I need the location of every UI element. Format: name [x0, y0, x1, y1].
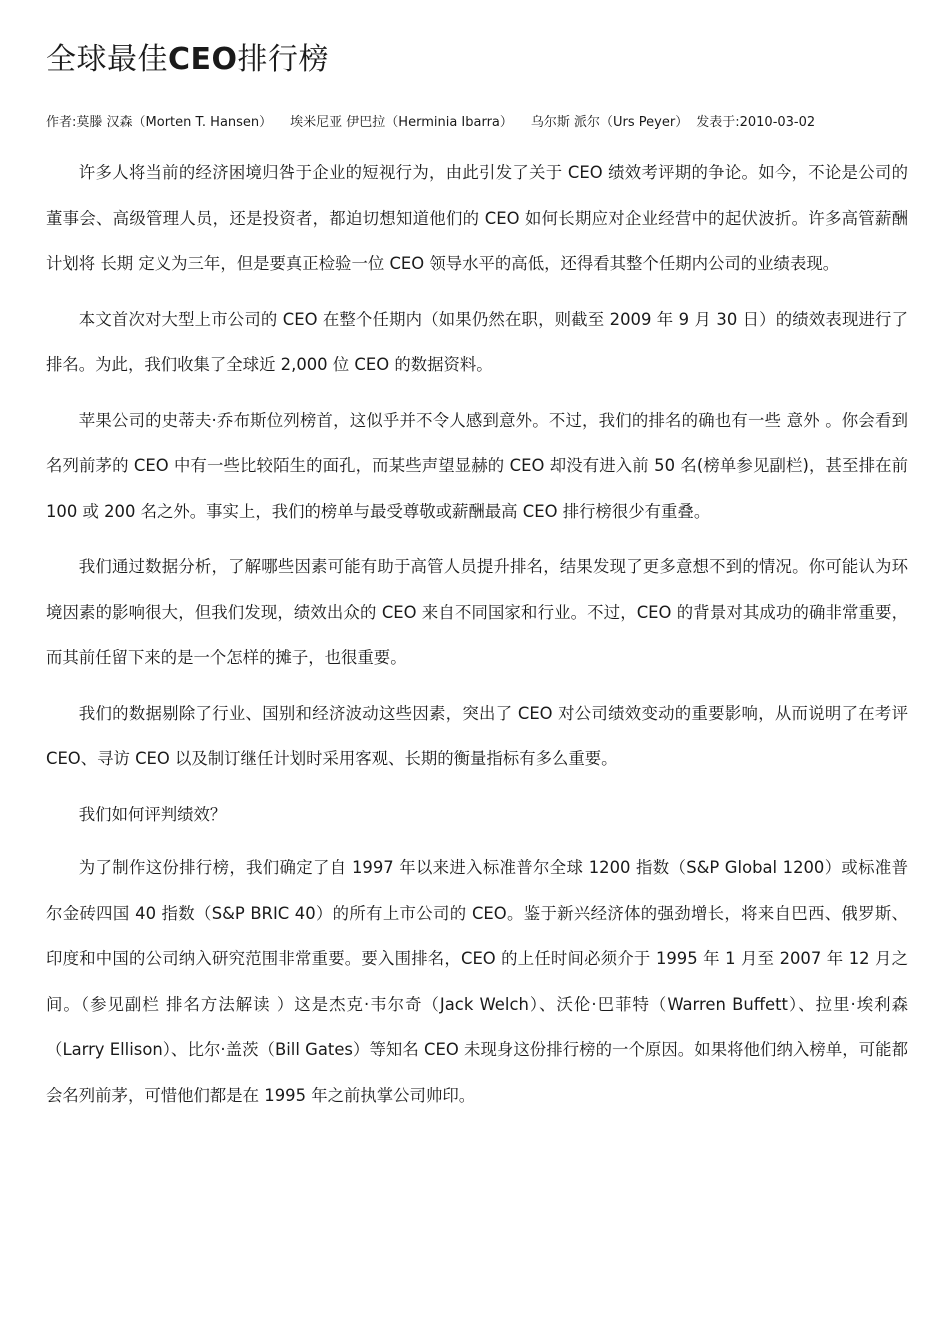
paragraph-5: 我们的数据剔除了行业、国别和经济波动这些因素，突出了 CEO 对公司绩效变动的重要影响，从而说明了在考评 CEO、寻访 CEO 以及制订继任计划时采用客观、长期的衡量指标有多么重要。: [46, 703, 908, 768]
author-1: 莫滕 汉森（Morten T. Hansen）: [76, 115, 273, 130]
date-label: 发表于:: [696, 115, 740, 130]
publish-date: 2010-03-02: [739, 115, 816, 130]
paragraph-2: 本文首次对大型上市公司的 CEO 在整个任期内（如果仍然在职，则截至 2009 年 9 月 30 日）的绩效表现进行了排名。为此，我们收集了全球近 2,000 位 CEO 的数据资料。: [46, 309, 908, 374]
paragraph-6: 为了制作这份排行榜，我们确定了自 1997 年以来进入标准普尔全球 1200 指数（S&P Global 1200）或标准普尔金砖四国 40 指数（S&P BRIC 40）的所有上市公司的 CEO。鉴于新兴经济体的强劲增长，将来自巴西、俄罗斯、印度和中国的公司纳入研究范围非常重要。要入围排名，CEO 的上任时间必须介于 1995 年 1 月至 2007 年 12 月之间。（参见副栏 排名方法解读 ）这是杰克·韦尔奇（Jack Welch）、沃伦·巴菲特（Warren Buffett）、拉里·埃利森（Larry Ellison）、比尔·盖茨（Bill Gates）等知名 CEO 未现身这份排行榜的一个原因。如果将他们纳入榜单，可能都会名列前茅，可惜他们都是在 1995 年之前执掌公司帅印。: [46, 858, 908, 1105]
title-prefix: 全球最佳: [46, 42, 168, 77]
title-suffix: 排行榜: [237, 42, 330, 77]
page-title: [46, 38, 908, 82]
section-heading: 我们如何评判绩效？: [78, 804, 227, 824]
paragraph-1: 许多人将当前的经济困境归咎于企业的短视行为，由此引发了关于 CEO 绩效考评期的争论。如今，不论是公司的董事会、高级管理人员，还是投资者，都迫切想知道他们的 CEO 如何长期应对企业经营中的起伏波折。许多高管薪酬计划将 长期 定义为三年，但是要真正检验一位 CEO 领导水平的高低，还得看其整个任期内公司的业绩表现。: [46, 163, 908, 273]
author-label: 作者:: [46, 115, 77, 130]
document-page: [46, 38, 908, 1128]
article-body: [46, 150, 908, 1118]
paragraph-3: 苹果公司的史蒂夫·乔布斯位列榜首，这似乎并不令人感到意外。不过，我们的排名的确也有一些 意外 。你会看到名列前茅的 CEO 中有一些比较陌生的面孔，而某些声望显赫的 CEO 却没有进入前 50 名(榜单参见副栏)，甚至排在前 100 或 200 名之外。事实上，我们的榜单与最受尊敬或薪酬最高 CEO 排行榜很少有重叠。: [46, 410, 908, 521]
author-3: 乌尔斯 派尔（Urs Peyer）: [530, 115, 689, 130]
byline: [46, 112, 908, 134]
title-bold: CEO: [168, 42, 238, 77]
paragraph-4: 我们通过数据分析，了解哪些因素可能有助于高管人员提升排名，结果发现了更多意想不到的情况。你可能认为环境因素的影响很大，但我们发现，绩效出众的 CEO 来自不同国家和行业。不过，CEO 的背景对其成功的确非常重要，而其前任留下来的是一个怎样的摊子，也很重要。: [46, 557, 908, 667]
author-2: 埃米尼亚 伊巴拉（Herminia Ibarra）: [290, 115, 513, 130]
